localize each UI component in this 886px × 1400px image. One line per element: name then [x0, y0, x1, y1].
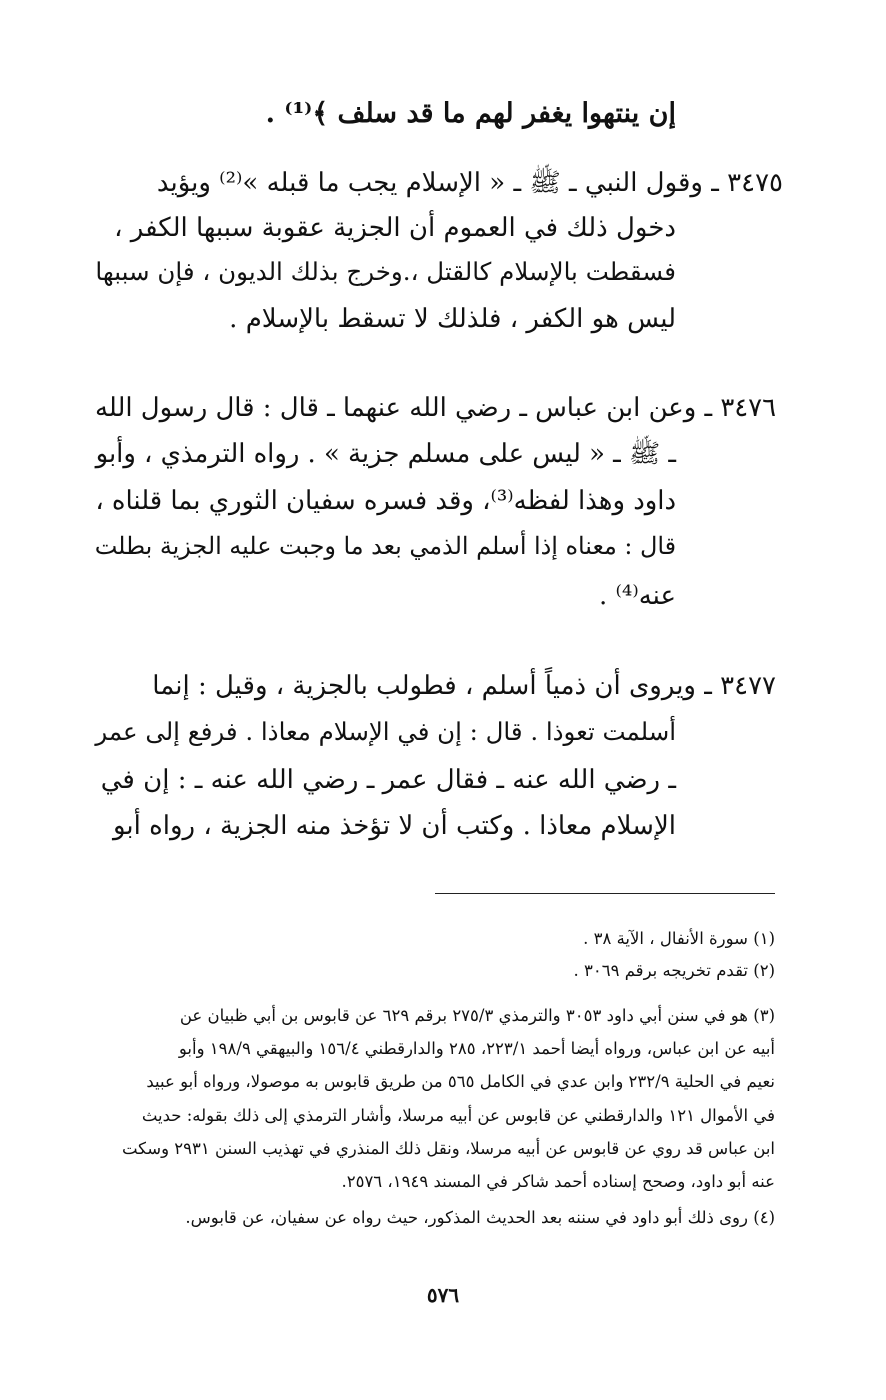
- paragraph-line: ٣٤٧٦ ـ وعن ابن عباس ـ رضي الله عنهما ـ قال : قال رسول الله: [95, 393, 776, 423]
- paragraph-line: أسلمت تعوذا . قال : إن في الإسلام معاذا . فرفع إلى عمر: [95, 717, 676, 746]
- footnote-line: عنه أبو داود، وصحح إسناده أحمد شاكر في المسند ١٩٤٩، ٢٥٧٦.: [341, 1172, 775, 1191]
- footnote-separator: [435, 893, 775, 894]
- footnote-line: نعيم في الحلية ٢٣٢/٩ وابن عدي في الكامل ٥٦٥ من طريق قابوس به موصولا، ورواه أبو عبيد: [146, 1072, 775, 1091]
- footnote-line: ابن عباس قد روي عن قابوس عن أبيه مرسلا، ونقل ذلك المنذري في تهذيب السنن ٢٩٣١ وسكت: [121, 1139, 775, 1158]
- paragraph-line: قال : معناه إذا أسلم الذمي بعد ما وجبت عليه الجزية بطلت: [94, 532, 676, 560]
- paragraph-line: ٣٤٧٧ ـ ويروى أن ذمياً أسلم ، فطولب بالجزية ، وقيل : إنما: [152, 671, 776, 701]
- paragraph-line: ـ ﷺ ـ « ليس على مسلم جزية » . رواه الترمذي ، وأبو: [95, 439, 676, 469]
- footnote-2: (٢) تقدم تخريجه برقم ٣٠٦٩ .: [573, 961, 775, 980]
- footnote-line: في الأموال ١٢١ والدارقطني عن قابوس عن أبيه مرسلا، وأشار الترمذي إلى ذلك بقوله: حديث: [141, 1106, 775, 1125]
- page-number: ٥٧٦: [426, 1283, 460, 1307]
- paragraph-line: عنه⁽⁴⁾ .: [598, 581, 676, 611]
- paragraph-line: داود وهذا لفظه⁽³⁾، وقد فسره سفيان الثوري بما قلناه ،: [95, 486, 676, 516]
- footnote-line: (٣) هو في سنن أبي داود ٣٠٥٣ والترمذي ٢٧٥/٣ برقم ٦٢٩ عن قابوس بن أبي ظبيان عن: [179, 1006, 775, 1025]
- footnote-1: (١) سورة الأنفال ، الآية ٣٨ .: [583, 929, 775, 948]
- paragraph-line: دخول ذلك في العموم أن الجزية عقوبة سببها الكفر ،: [114, 213, 676, 243]
- paragraph-line: فسقطت بالإسلام كالقتل ،.وخرج بذلك الديون ، فإن سببها: [95, 257, 676, 286]
- footnote-4: (٤) روى ذلك أبو داود في سننه بعد الحديث المذكور، حيث رواه عن سفيان، عن قابوس.: [185, 1208, 775, 1227]
- paragraph-line: ٣٤٧٥ ـ وقول النبي ـ ﷺ ـ « الإسلام يجب ما قبله »⁽²⁾ ويؤيد: [156, 168, 783, 198]
- footnote-line: أبيه عن ابن عباس، ورواه أيضا أحمد ٢٢٣/١، ٢٨٥ والدارقطني ١٥٦/٤ والبيهقي ١٩٨/٩ وأبو: [178, 1039, 775, 1058]
- paragraph-line: الإسلام معاذا . وكتب أن لا تؤخذ منه الجزية ، رواه أبو: [112, 811, 676, 841]
- paragraph-line: ليس هو الكفر ، فلذلك لا تسقط بالإسلام .: [229, 304, 676, 334]
- verse-line: إن ينتهوا يغفر لهم ما قد سلف ﴾⁽¹⁾ .: [265, 98, 676, 129]
- paragraph-line: ـ رضي الله عنه ـ فقال عمر ـ رضي الله عنه ـ : إن في: [100, 765, 676, 795]
